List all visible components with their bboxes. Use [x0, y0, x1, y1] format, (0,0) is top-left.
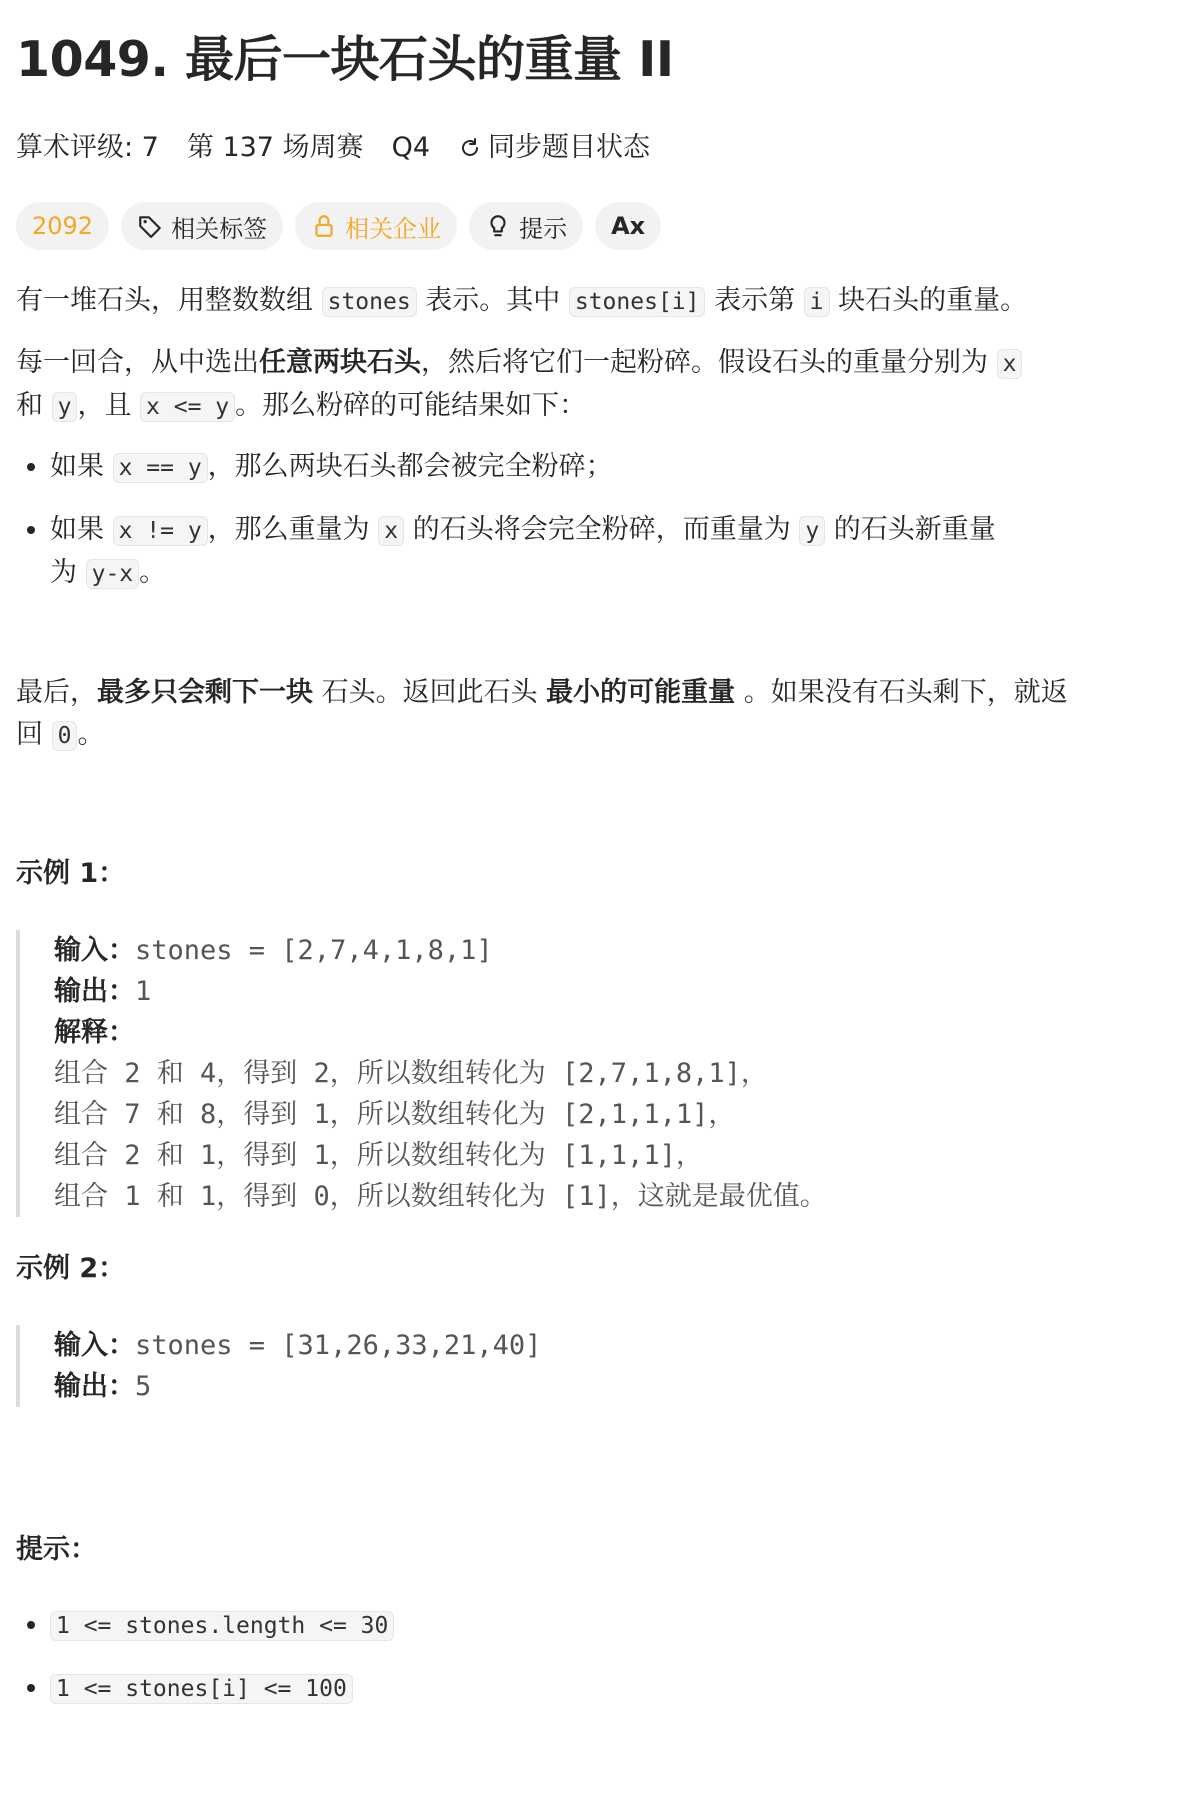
rating-label: 算术评级: 7: [16, 132, 159, 163]
description-paragraph-2: [16, 342, 1166, 428]
description-paragraph-1: [16, 280, 1166, 323]
explain-line: 组合 2 和 4，得到 2，所以数组转化为 [2,7,1,8,1]，: [54, 1058, 768, 1089]
lock-icon: [311, 213, 337, 239]
description-paragraph-3: [16, 672, 1166, 757]
inline-code: x != y: [113, 516, 208, 546]
text: 。: [77, 719, 105, 750]
example-1-block: [16, 930, 1186, 1217]
inline-code: i: [804, 287, 830, 317]
text: 回: [16, 719, 52, 750]
related-tags-button[interactable]: [121, 202, 283, 250]
input-label: 输入：: [54, 935, 135, 966]
bold-text: 任意两块石头: [259, 347, 421, 378]
tag-icon: [137, 213, 163, 239]
inline-code: y-x: [86, 559, 140, 589]
text: 。那么粉碎的可能结果如下：: [235, 390, 587, 421]
problem-title: 1049. 最后一块石头的重量 II: [16, 31, 674, 88]
constraint-code: 1 <= stones.length <= 30: [50, 1611, 394, 1641]
problem-meta: [16, 128, 650, 168]
text: 石头。返回此石头: [313, 677, 547, 708]
text: ，那么重量为: [207, 514, 379, 545]
related-tags-label: 相关标签: [171, 214, 268, 243]
inline-code: y: [52, 392, 78, 422]
inline-code: 0: [52, 721, 78, 751]
lightbulb-icon: [485, 213, 511, 239]
bold-text: 最多只会剩下一块: [97, 677, 313, 708]
text: ，那么两块石头都会被完全粉碎；: [207, 451, 613, 482]
text: 每一回合，从中选出: [16, 347, 259, 378]
explain-line: 组合 7 和 8，得到 1，所以数组转化为 [2,1,1,1]，: [54, 1099, 736, 1130]
output-value: 1: [135, 976, 152, 1007]
bold-text: 最小的可能重量: [546, 677, 736, 708]
constraints-list: [16, 1604, 1186, 1710]
text: 和: [16, 390, 52, 421]
list-item: [50, 1667, 1186, 1710]
text: 表示。其中: [416, 285, 569, 316]
inline-code: x == y: [113, 453, 208, 483]
text: 。如果没有石头剩下，就返: [735, 677, 1068, 708]
translate-icon: Ax: [611, 212, 646, 240]
inline-code: x <= y: [140, 392, 235, 422]
question-number: Q4: [391, 132, 430, 163]
output-label: 输出：: [54, 976, 135, 1007]
constraints-title: 提示：: [16, 1534, 97, 1565]
example-2-title: 示例 2：: [16, 1253, 126, 1284]
text: 块石头的重量。: [829, 285, 1028, 316]
output-label: 输出：: [54, 1371, 135, 1402]
example-1-title: 示例 1：: [16, 858, 126, 889]
input-label: 输入：: [54, 1330, 135, 1361]
text: ，然后将它们一起粉碎。假设石头的重量分别为: [421, 347, 997, 378]
inline-code: stones[i]: [569, 287, 706, 317]
text: ，且: [77, 390, 141, 421]
text: 最后，: [16, 677, 97, 708]
translate-button[interactable]: [595, 202, 661, 250]
hint-button[interactable]: [469, 202, 583, 250]
example-2-block: [16, 1325, 1186, 1407]
example-1-input: [54, 930, 1186, 971]
sync-status-button[interactable]: [458, 128, 650, 168]
example-1-output: [54, 971, 1186, 1012]
text: 如果: [50, 451, 113, 482]
inline-code: y: [799, 516, 825, 546]
text: 如果: [50, 514, 113, 545]
example-1-explain: [54, 1012, 1186, 1053]
list-item: [50, 1604, 1186, 1647]
tag-bar: [16, 202, 661, 250]
text: 。: [139, 557, 167, 588]
example-2-input: [54, 1325, 1186, 1366]
contest-link[interactable]: 第 137 场周赛: [186, 132, 364, 163]
text: 的石头将会完全粉碎，而重量为: [404, 514, 800, 545]
related-companies-button[interactable]: [295, 202, 457, 250]
constraint-code: 1 <= stones[i] <= 100: [50, 1674, 353, 1704]
input-value: stones = [31,26,33,21,40]: [135, 1330, 542, 1361]
text: 表示第: [705, 285, 804, 316]
text: 有一堆石头，用整数数组: [16, 285, 322, 316]
hint-label: 提示: [519, 214, 568, 243]
outcome-list: [16, 446, 1186, 595]
inline-code: x: [997, 349, 1023, 379]
related-companies-label: 相关企业: [345, 214, 442, 243]
inline-code: x: [378, 516, 404, 546]
input-value: stones = [2,7,4,1,8,1]: [135, 935, 493, 966]
like-count-badge[interactable]: 2092: [16, 202, 109, 250]
example-2-output: [54, 1366, 1186, 1407]
refresh-icon: [458, 136, 482, 160]
inline-code: stones: [322, 287, 417, 317]
text: 为: [50, 557, 86, 588]
explain-label: 解释：: [54, 1017, 135, 1048]
text: 的石头新重量: [825, 514, 996, 545]
sync-status-label: 同步题目状态: [488, 132, 650, 163]
explain-line: 组合 1 和 1，得到 0，所以数组转化为 [1]，这就是最优值。: [54, 1181, 827, 1212]
output-value: 5: [135, 1371, 152, 1402]
list-item: [50, 509, 1186, 595]
explain-line: 组合 2 和 1，得到 1，所以数组转化为 [1,1,1]，: [54, 1140, 703, 1171]
list-item: [50, 446, 1186, 489]
